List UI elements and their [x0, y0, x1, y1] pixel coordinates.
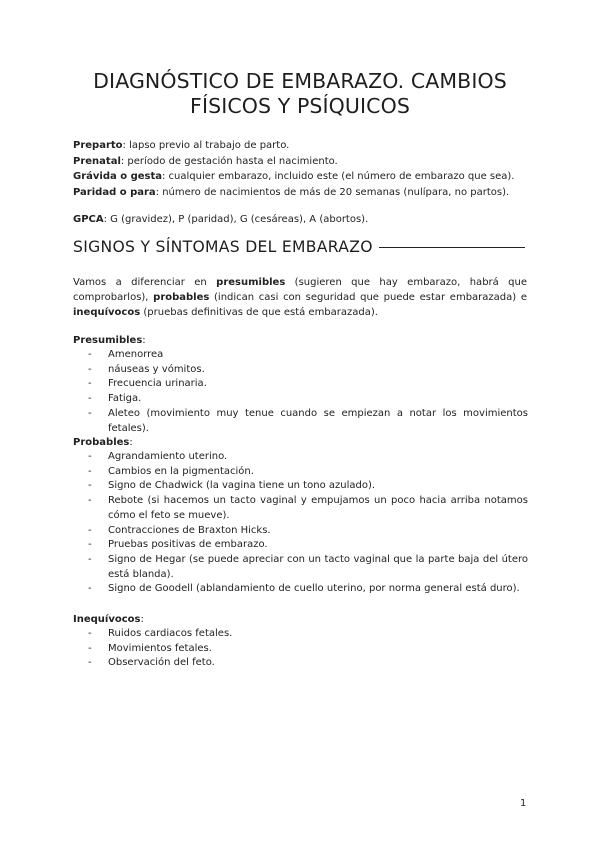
list-item: - Agrandamiento uterino. — [88, 450, 528, 465]
list-item: - Contracciones de Braxton Hicks. — [88, 524, 528, 539]
list-item: - Fatiga. — [88, 392, 528, 407]
definition-item — [73, 185, 543, 201]
intro-keyword: probables — [153, 292, 210, 304]
probables-label-text: Probables — [73, 437, 130, 448]
list-item: - Observación del feto. — [88, 656, 528, 671]
definition-term: Grávida o gesta — [73, 171, 162, 182]
definition-term: Preparto — [73, 140, 123, 151]
intro-paragraph — [73, 275, 527, 321]
definition-text: : lapso previo al trabajo de parto. — [122, 140, 290, 151]
intro-text: (pruebas definitivas de que está embarazada). — [140, 307, 378, 319]
definition-term: Prenatal — [73, 155, 121, 167]
section-heading-text: SIGNOS Y SÍNTOMAS DEL EMBARAZO — [73, 238, 373, 256]
intro-text: Vamos a diferenciar en — [73, 277, 217, 288]
gpca-text: : G (gravidez), P (paridad), G (cesáreas), A (abortos). — [103, 214, 369, 225]
label-colon: : — [129, 437, 133, 448]
presumibles-label-text: Presumibles — [73, 335, 143, 346]
list-item: - Amenorrea — [88, 348, 528, 363]
list-item: - Cambios en la pigmentación. — [88, 465, 528, 480]
inequivocos-label-text: Inequívocos — [73, 614, 141, 625]
probables-label — [73, 435, 133, 450]
list-item: - Rebote (si hacemos un tacto vaginal y empujamos un poco hacia arriba notamos cómo el feto se mueve). — [88, 494, 528, 523]
list-item: - Movimientos fetales. — [88, 642, 528, 657]
gpca-definition — [73, 212, 368, 228]
list-item: - Pruebas positivas de embarazo. — [88, 538, 528, 553]
list-item: - Signo de Goodell (ablandamiento de cuello uterino, por norma general está duro). — [88, 582, 528, 597]
list-item: - náuseas y vómitos. — [88, 363, 528, 378]
intro-text: (indican casi con seguridad que puede estar embarazada) e — [209, 292, 527, 304]
presumibles-list — [88, 348, 528, 436]
probables-list — [88, 450, 528, 597]
list-item: - Signo de Chadwick (la vagina tiene un tono azulado). — [88, 479, 528, 494]
presumibles-label — [73, 333, 146, 348]
definition-text: : período de gestación hasta el nacimiento. — [120, 155, 338, 167]
inequivocos-list — [88, 627, 528, 671]
definitions-list — [73, 138, 543, 200]
label-colon: : — [142, 335, 146, 346]
list-item: - Ruidos cardiacos fetales. — [88, 627, 528, 642]
definition-text: : número de nacimientos de más de 20 semanas (nulípara, no partos). — [155, 186, 510, 198]
definition-text: : cualquier embarazo, incluido este (el número de embarazo que sea). — [162, 171, 515, 182]
intro-keyword: presumibles — [216, 277, 286, 288]
heading-rule — [379, 247, 525, 248]
list-item: - Frecuencia urinaria. — [88, 377, 528, 392]
definition-item — [73, 169, 543, 185]
definition-item — [73, 138, 543, 154]
inequivocos-label — [73, 612, 144, 627]
list-item: - Signo de Hegar (se puede apreciar con un tacto vaginal que la parte baja del útero está blanda). — [88, 553, 528, 582]
label-colon: : — [140, 614, 144, 625]
definition-term: Paridad o para — [73, 186, 156, 198]
page-title: DIAGNÓSTICO DE EMBARAZO. CAMBIOS FÍSICOS Y PSÍQUICOS — [93, 69, 507, 118]
gpca-term: GPCA — [73, 214, 104, 225]
list-item: - Aleteo (movimiento muy tenue cuando se empiezan a notar los movimientos fetales). — [88, 407, 528, 436]
section-heading — [73, 237, 543, 257]
definition-item — [73, 154, 543, 170]
intro-keyword: inequívocos — [73, 307, 141, 319]
intro-text: (sugieren que hay embarazo, habrá que comprobarlos), — [73, 277, 528, 304]
page-number: 1 — [520, 798, 527, 809]
